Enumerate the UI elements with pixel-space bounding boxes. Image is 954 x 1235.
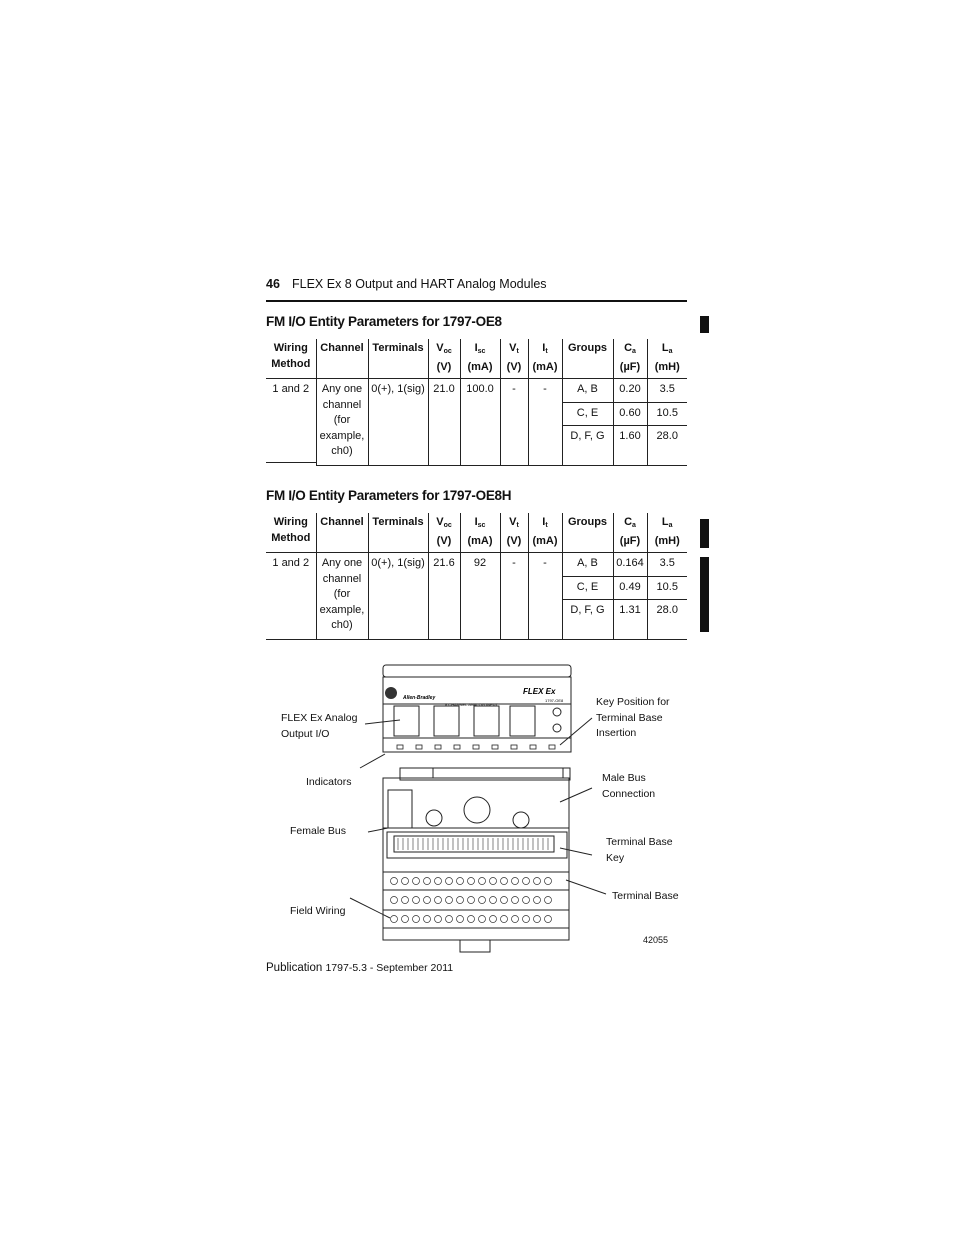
col-ca: $C_a$ (µF) [613,339,647,379]
col-ca: $C_a$ (µF) [613,513,647,553]
cell-ca: 0.20 [613,379,647,403]
col-groups: Groups [562,339,613,379]
cell-wiring: 1 and 2 [266,553,316,640]
brand-logo-icon [385,687,397,699]
page-footer [266,962,453,974]
cell-la: 3.5 [647,553,687,577]
cell-group: C, E [562,402,613,426]
cell-ca: 1.31 [613,600,647,640]
entity-parameters-table [266,513,687,640]
cell-it: - [528,379,562,466]
label-key-position: Key Position for Terminal Base Insertion [596,696,670,739]
table-row [266,379,687,403]
label-terminal-base-key: Terminal Base Key [606,836,673,864]
section-title: FM I/O Entity Parameters for 1797-OE8H [266,488,512,503]
page-header [266,276,687,302]
cell-terminals: 0(+), 1(sig) [368,553,428,640]
col-isc: $I_{sc}$ (mA) [460,339,500,379]
cell-vt: - [500,379,528,466]
cell-voc: 21.0 [428,379,460,466]
cell-la: 28.0 [647,426,687,466]
table-rule [266,462,316,463]
col-it: $I_t$ (mA) [528,339,562,379]
cell-group: D, F, G [562,600,613,640]
cell-ca: 0.60 [613,402,647,426]
cell-la: 10.5 [647,576,687,600]
col-wiring-method: Wiring Method [266,339,316,379]
cell-voc: 21.6 [428,553,460,640]
cell-it: - [528,553,562,640]
cell-group: D, F, G [562,426,613,466]
col-la: $L_a$ (mH) [647,513,687,553]
cell-ca: 0.164 [613,553,647,577]
col-terminals: Terminals [368,339,428,379]
col-groups: Groups [562,513,613,553]
col-channel: Channel [316,513,368,553]
col-la: $L_a$ (mH) [647,339,687,379]
col-vt: $V_t$ (V) [500,339,528,379]
thumb-tab [700,557,709,632]
col-terminals: Terminals [368,513,428,553]
label-male-bus: Male Bus Connection [602,772,656,800]
cell-la: 28.0 [647,600,687,640]
thumb-tab [700,519,709,548]
footer-prefix: Publication [266,962,323,974]
label-terminal-base: Terminal Base [612,890,679,902]
label-female-bus: Female Bus [290,825,347,837]
col-voc: $V_{oc}$ (V) [428,339,460,379]
module-desc: 8 CHANNEL ANALOG INPUT [445,702,498,707]
cell-group: A, B [562,553,613,577]
col-voc: $V_{oc}$ (V) [428,513,460,553]
cell-group: A, B [562,379,613,403]
col-wiring-method: Wiring Method [266,513,316,553]
entity-parameters-table [266,339,687,466]
table-row [266,553,687,577]
module-logo: FLEX Ex [523,687,556,696]
cell-vt: - [500,553,528,640]
cell-group: C, E [562,576,613,600]
cell-wiring: 1 and 2 [266,379,316,466]
cell-isc: 100.0 [460,379,500,466]
label-field-wiring: Field Wiring [290,905,346,917]
label-indicators: Indicators [306,776,352,788]
cell-la: 3.5 [647,379,687,403]
figure-number: 42055 [643,935,669,945]
cell-channel: Any one channel (for example, ch0) [316,553,368,640]
cell-ca: 0.49 [613,576,647,600]
page-number: 46 [266,277,280,291]
page-running-title: FLEX Ex 8 Output and HART Analog Modules [292,277,547,291]
cell-la: 10.5 [647,402,687,426]
cell-isc: 92 [460,553,500,640]
cell-channel: Any one channel (for example, ch0) [316,379,368,466]
cell-ca: 1.60 [613,426,647,466]
section-title: FM I/O Entity Parameters for 1797-OE8 [266,314,502,329]
col-channel: Channel [316,339,368,379]
footer-publication: 1797-5.3 - September 2011 [325,962,454,974]
col-vt: $V_t$ (V) [500,513,528,553]
label-output-io: FLEX Ex Analog Output I/O [281,712,358,740]
col-it: $I_t$ (mA) [528,513,562,553]
module-brand: Allen-Bradley [403,695,436,701]
thumb-tab [700,316,709,333]
col-isc: $I_{sc}$ (mA) [460,513,500,553]
module-cat: 1797-OE8 [545,698,564,703]
cell-terminals: 0(+), 1(sig) [368,379,428,466]
